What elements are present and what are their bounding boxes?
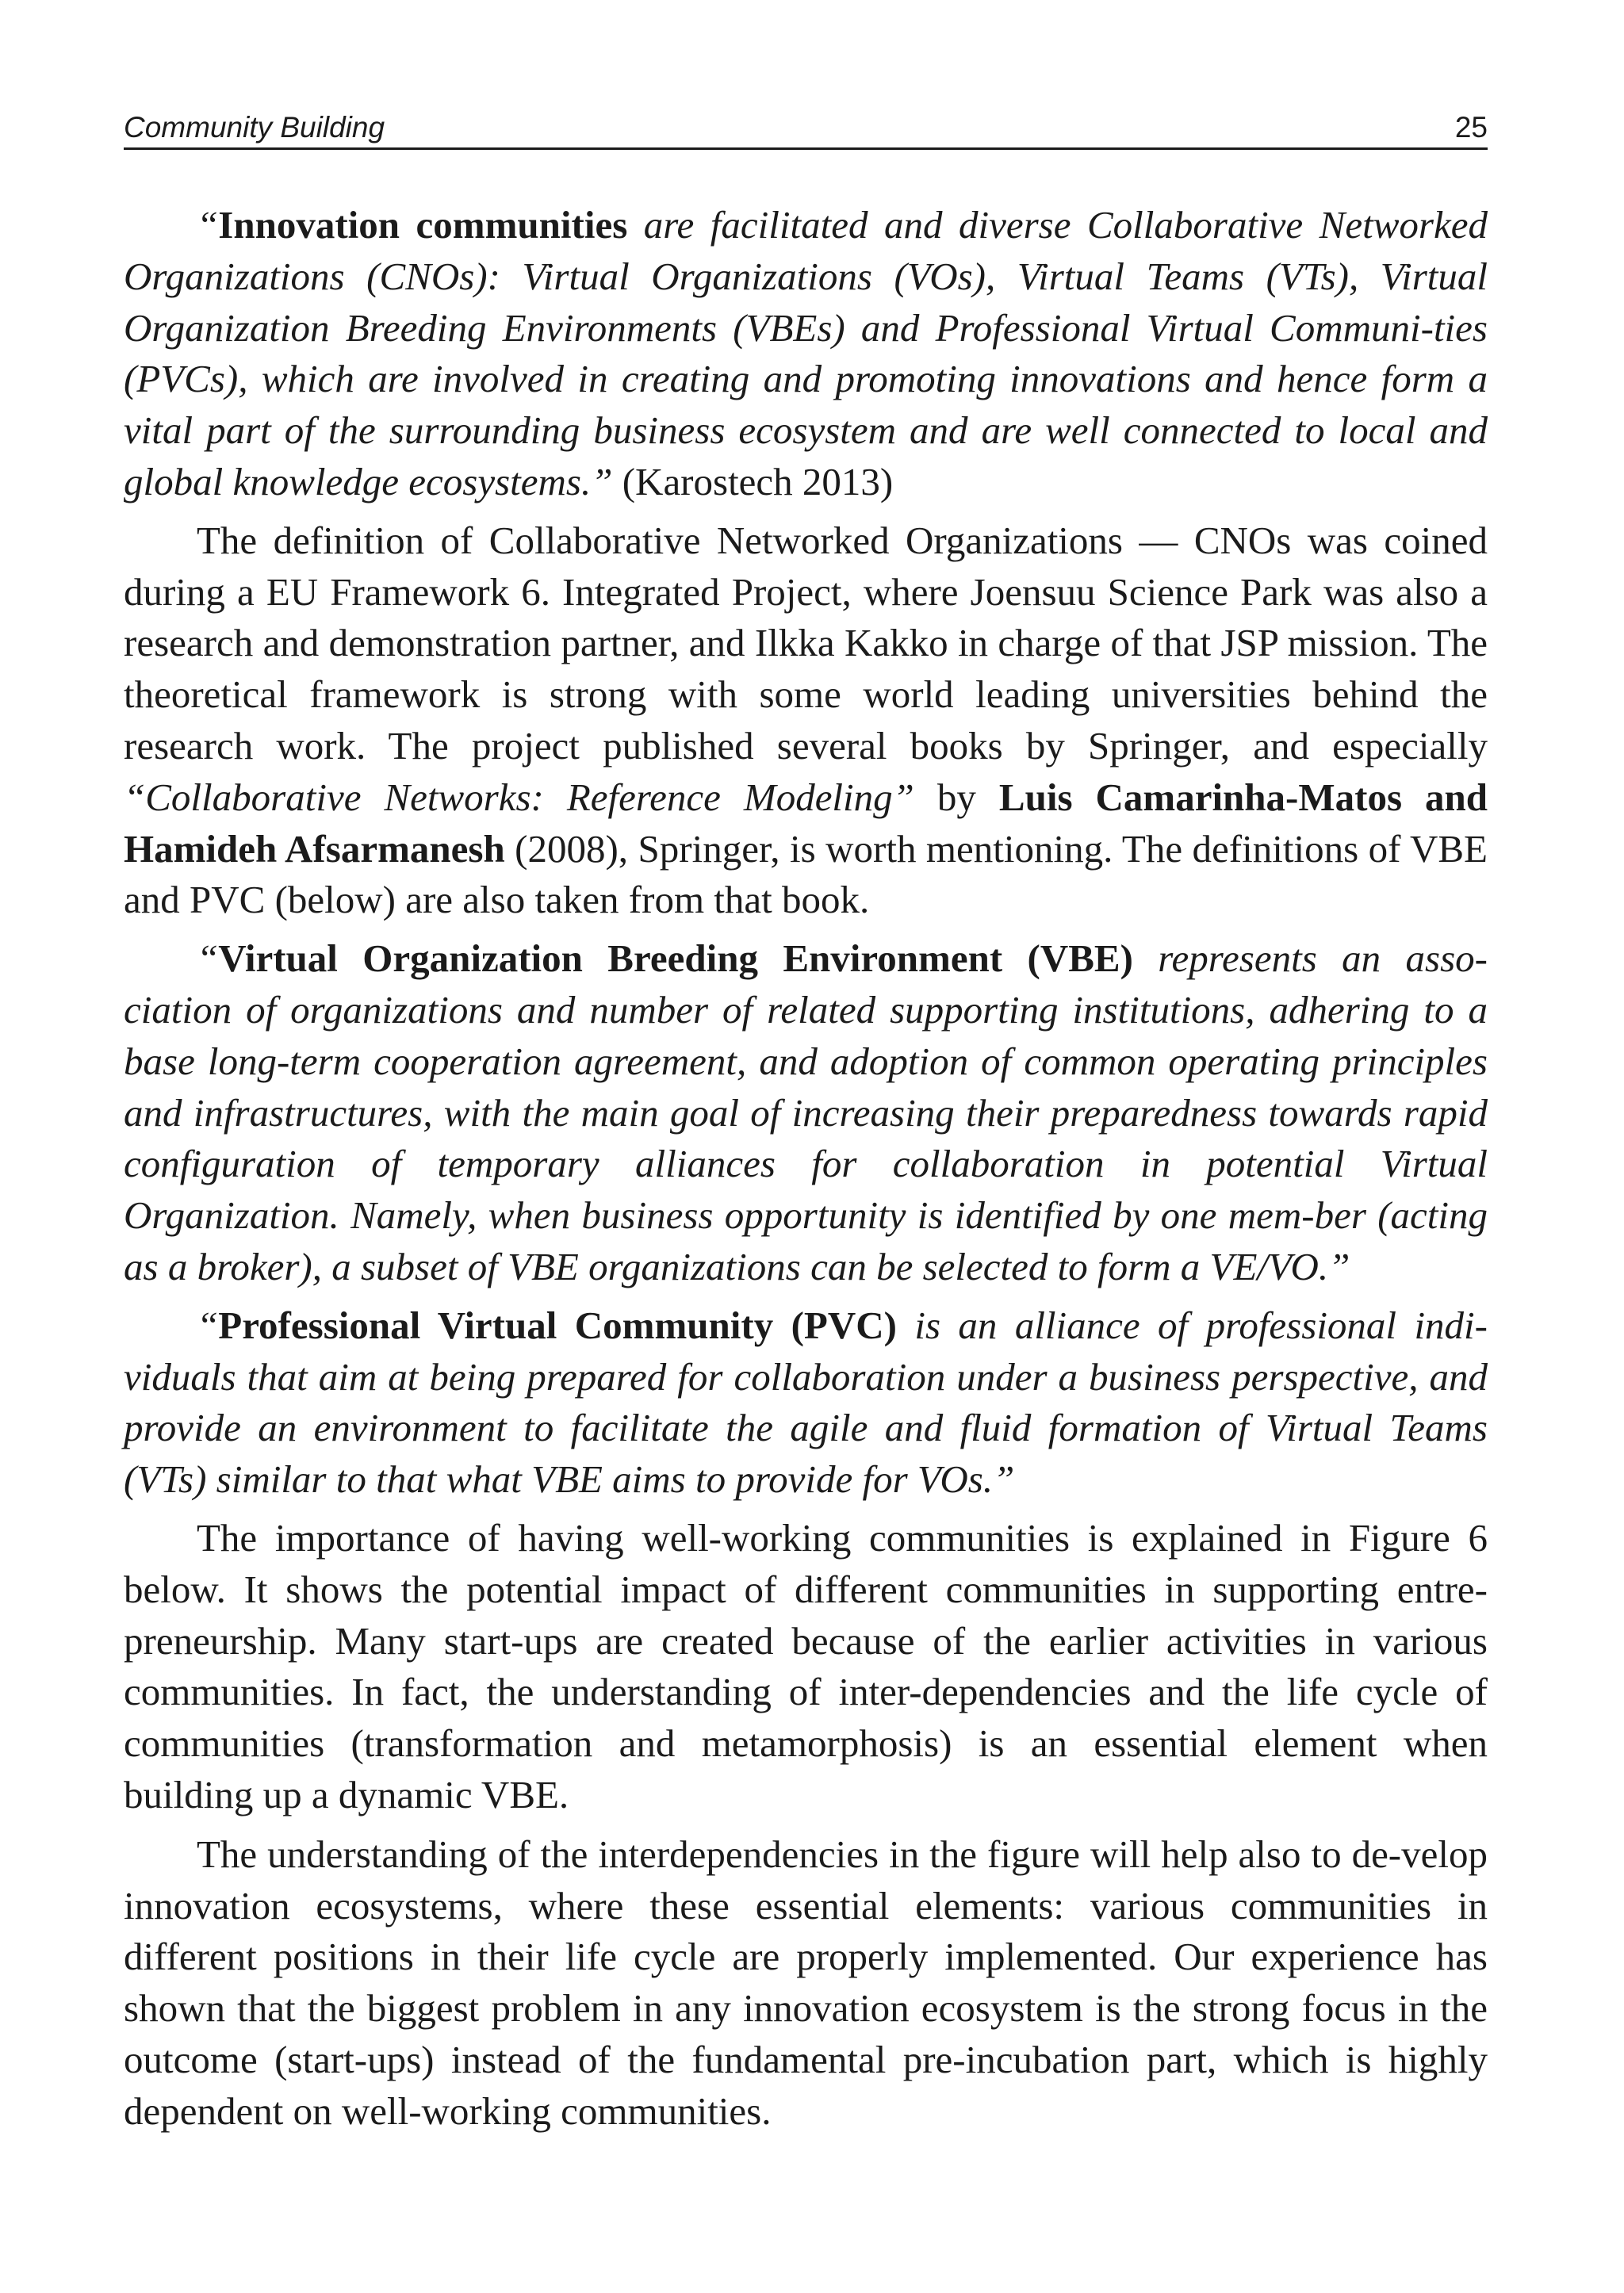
book-authors: Luis Camarinha-Matos and Hamideh Afsarmanesh <box>124 775 1488 871</box>
citation: (Karostech 2013) <box>612 459 894 503</box>
quote-text: represents an asso-ciation of organizations and number of related supporting institutions, adhering to a base long-term cooperation agreement, and adoption of common operating principles and infrastructures, with the main goal of increasing their preparedness towards rapid configuration of temporary alliances for collaboration in potential Virtual Organization. Namely, when business opportunity is identified by one mem-ber (acting as a broker), a subset of VBE organizations can be selected to form a VE/VO.” <box>124 936 1488 1288</box>
quote-text: is an alliance of professional indi-viduals that aim at being prepared for collaboration under a business perspective, and provide an environment to facilitate the agile and fluid formation of Virtual Teams (VTs) similar to that what VBE aims to provide for VOs.” <box>124 1303 1488 1502</box>
paragraph-cno-definition <box>124 515 1488 926</box>
paragraph-community-importance: The importance of having well-working communities is explained in Figure 6 below. It shows the potential impact of different communities in supporting entre-preneurship. Many start-ups are created because of the earlier activities in various communities. In fact, the understanding of inter-dependencies and the life cycle of communities (transformation and metamorphosis) is an essential element when building up a dynamic VBE. <box>124 1515 1488 1816</box>
quote-open-mark: “ <box>197 203 219 247</box>
paragraph-text: (2008), Springer, is worth mentioning. The definitions of VBE and PVC (below) are also taken from that book. <box>124 826 1488 922</box>
book-title: “Collaborative Networks: Reference Modeling” <box>124 775 914 819</box>
quote-open-mark: “ <box>197 936 219 981</box>
paragraph-pvc-definition <box>124 1300 1488 1506</box>
running-header <box>124 105 1488 150</box>
running-header-title: Community Building <box>124 111 385 144</box>
paragraph-vbe-definition <box>124 933 1488 1293</box>
page-body <box>124 200 1488 2137</box>
paragraph-interdependencies: The understanding of the interdependencies in the figure will help also to de-velop innovation ecosystems, where these essential elements: various communities in different positions in their life cycle are properly implemented. Our experience has shown that the biggest problem in any innovation ecosystem is the strong focus in the outcome (start-ups) instead of the fundamental pre-incubation part, which is highly dependent on well-working communities. <box>124 1832 1488 2133</box>
quote-text: are facilitated and diverse Collaborative Networked Organizations (CNOs): Virtual Organizations (VOs), Virtual Teams (VTs), Virtual Organization Breeding Environments (VBEs) and Professional Virtual Communi-ties (PVCs), which are involved in creating and promoting innovations and hence form a vital part of the surrounding business ecosystem and are well connected to local and global knowledge ecosystems.” <box>124 203 1488 503</box>
page-number: 25 <box>1454 111 1488 144</box>
paragraph-text: by <box>914 775 999 819</box>
term-pvc: Professional Virtual Community (PVC) <box>218 1303 897 1347</box>
quote-open-mark: “ <box>197 1303 219 1347</box>
paragraph-innovation-communities <box>124 200 1488 508</box>
term-vbe: Virtual Organization Breeding Environment (VBE) <box>218 936 1133 981</box>
term-innovation-communities: Innovation communities <box>218 203 628 247</box>
paragraph-text: The definition of Collaborative Networked Organizations — CNOs was coined during a EU Framework 6. Integrated Project, where Joensuu Science Park was also a research and demonstration partner, and Ilkka Kakko in charge of that JSP mission. The theoretical framework is strong with some world leading universities behind the research work. The project published several books by Springer, and especially <box>124 518 1488 768</box>
